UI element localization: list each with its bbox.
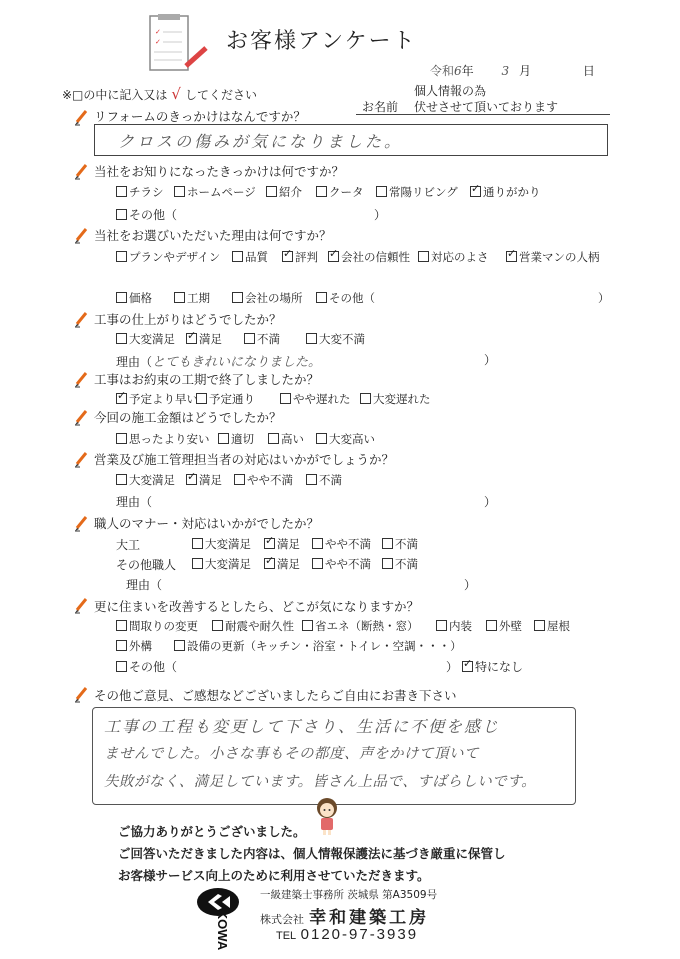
day-unit: 日: [582, 64, 595, 78]
checkbox[interactable]: [316, 186, 327, 197]
checkbox[interactable]: [306, 333, 317, 344]
checkbox[interactable]: [382, 558, 393, 569]
instruction: [62, 85, 257, 103]
privacy-notice-1: ご回答いただきました内容は、個人情報保護法に基づき厳重に保管し: [118, 846, 506, 861]
option-label: やや不満: [325, 537, 371, 551]
checkbox[interactable]: [192, 558, 203, 569]
option-label: 品質: [245, 250, 268, 264]
instruction-post: してください: [184, 88, 257, 102]
option-label: やや不満: [247, 473, 293, 487]
q8-question: 職人のマナー・対応はいかがでしたか？: [94, 516, 320, 531]
checkbox[interactable]: [244, 333, 255, 344]
checkbox[interactable]: [174, 292, 185, 303]
q6-option[interactable]: [316, 431, 375, 447]
checkbox[interactable]: [316, 292, 327, 303]
checkbox[interactable]: [360, 393, 371, 404]
checkbox[interactable]: [234, 474, 245, 485]
check-mark-icon: √: [171, 85, 181, 103]
checkbox[interactable]: [116, 661, 127, 672]
option-label: 内装: [449, 619, 472, 633]
instruction-pre: ※□の中に記入又は: [62, 88, 168, 102]
pencil-icon: [74, 370, 88, 388]
q9-option[interactable]: [174, 638, 462, 654]
option-label: 満足: [199, 473, 222, 487]
q5-option[interactable]: [196, 391, 255, 407]
pencil-icon: [74, 596, 88, 614]
checkbox[interactable]: [116, 640, 127, 651]
girl-illustration: [312, 796, 342, 836]
checkbox[interactable]: [218, 433, 229, 444]
q7-option[interactable]: [116, 472, 175, 488]
q7-reason: 理由（: [116, 495, 153, 509]
checkbox[interactable]: [116, 251, 127, 262]
q6-option[interactable]: [218, 431, 254, 447]
q9-none[interactable]: [462, 658, 523, 675]
company-prefix: 株式会社: [260, 913, 304, 926]
option-label: 紹介: [279, 185, 302, 199]
q3-option[interactable]: [116, 249, 220, 265]
q10-answer-line: 失敗がなく、満足しています。皆さん上品で、すばらしいです。: [104, 774, 537, 790]
option-label: 外壁: [499, 619, 522, 633]
q7-option[interactable]: [306, 472, 342, 488]
svg-text:✓: ✓: [155, 28, 161, 36]
checkbox[interactable]: [116, 333, 127, 344]
checkbox[interactable]: [116, 433, 127, 444]
checkbox-checked[interactable]: [462, 661, 473, 672]
option-label: 大変満足: [205, 537, 251, 551]
option-label: 思ったより安い: [129, 432, 210, 446]
option-label: ホームページ: [187, 185, 256, 199]
checkbox[interactable]: [116, 620, 127, 631]
q3-option[interactable]: [282, 249, 318, 265]
month-value: 3: [501, 64, 510, 78]
checkbox-checked[interactable]: [506, 251, 517, 262]
option-label: 大変満足: [205, 557, 251, 571]
option-label: 大変満足: [129, 473, 175, 487]
q9-question: 更に住まいを改善するとしたら、どこが気になりますか？: [94, 599, 420, 614]
svg-text:✓: ✓: [155, 38, 161, 46]
option-label: 常陽リビング: [389, 185, 458, 199]
pencil-icon: [74, 310, 88, 328]
option-label: 営業マンの人柄: [519, 250, 600, 264]
q4-option[interactable]: [116, 331, 175, 347]
q6-question: 今回の施工金額はどうでしたか？: [94, 410, 282, 425]
pencil-icon: [74, 408, 88, 426]
month-unit: 月: [518, 64, 531, 78]
q4-reason-answer: とてもきれいになりました。: [152, 355, 322, 370]
none-label: 特になし: [475, 660, 524, 674]
checkbox[interactable]: [192, 538, 203, 549]
q9-option[interactable]: [436, 618, 472, 634]
tel-line: [276, 926, 418, 944]
q9-other: [116, 658, 177, 675]
checkbox[interactable]: [382, 538, 393, 549]
q9-other-close: ）: [446, 660, 459, 674]
option-label: 会社の信頼性: [341, 250, 410, 264]
q5-option[interactable]: [360, 391, 431, 407]
checkbox-checked[interactable]: [116, 393, 127, 404]
q9-option[interactable]: [116, 638, 152, 654]
date-line: [430, 62, 595, 79]
tel-number: 0120-97-3939: [300, 926, 419, 943]
q9-option[interactable]: [302, 618, 419, 634]
option-label: その他（: [329, 291, 375, 305]
option-label: 評判: [295, 250, 318, 264]
company-name-line: [260, 903, 429, 928]
other-label: その他（: [129, 660, 178, 674]
q3-option[interactable]: [174, 290, 210, 306]
checkbox-checked[interactable]: [470, 186, 481, 197]
company-name: 幸和建築工房: [309, 908, 430, 928]
q2-option[interactable]: [116, 184, 164, 200]
checkbox[interactable]: [280, 393, 291, 404]
q7-reason-close: ）: [484, 495, 497, 509]
option-label: 省エネ（断熱・窓）: [315, 619, 419, 633]
option-label: 工期: [187, 291, 210, 305]
q4-reason: [116, 351, 321, 370]
q8-reason: 理由（: [126, 578, 163, 592]
checkbox[interactable]: [312, 538, 323, 549]
checkbox[interactable]: [196, 393, 207, 404]
pencil-icon: [74, 108, 88, 126]
q2-option[interactable]: [316, 184, 364, 200]
q7-question: 営業及び施工管理担当者の対応はいかがでしょうか？: [94, 452, 395, 467]
q2-option[interactable]: [174, 184, 256, 200]
checkbox[interactable]: [232, 251, 243, 262]
other-label: その他（: [129, 208, 178, 222]
q7-option[interactable]: [234, 472, 293, 488]
q9-option[interactable]: [534, 618, 570, 634]
q8-option[interactable]: [192, 556, 251, 572]
option-label: 価格: [129, 291, 152, 305]
q5-question: 工事はお約束の工期で終了しましたか？: [94, 372, 320, 387]
pencil-icon: [74, 450, 88, 468]
q3-option[interactable]: [232, 249, 268, 265]
option-label: クータ: [329, 185, 364, 199]
q10-question: その他ご意見、ご感想などございましたらご自由にお書き下さい: [94, 688, 457, 703]
checkbox[interactable]: [486, 620, 497, 631]
checkbox[interactable]: [212, 620, 223, 631]
option-label: 満足: [199, 332, 222, 346]
q6-option[interactable]: [116, 431, 210, 447]
year-value: 6: [454, 64, 462, 78]
q4-option[interactable]: [306, 331, 365, 347]
pencil-icon: [74, 514, 88, 532]
option-label: 間取りの変更: [129, 619, 198, 633]
tel-label: TEL: [276, 930, 297, 942]
q2-option[interactable]: [376, 184, 458, 200]
checkbox[interactable]: [268, 433, 279, 444]
reason-label: 理由（: [116, 355, 153, 369]
thanks-text: ご協力ありがとうございました。: [118, 824, 306, 839]
q8-option[interactable]: [382, 536, 418, 552]
q8-option[interactable]: [312, 556, 371, 572]
checkbox[interactable]: [116, 186, 127, 197]
q8-row1-label: 大工: [116, 538, 141, 552]
option-label: 大変遅れた: [373, 392, 431, 406]
option-label: 不満: [319, 473, 342, 487]
clipboard-icon: [148, 14, 192, 70]
q3-option[interactable]: [232, 290, 303, 306]
checkbox-checked[interactable]: [264, 538, 275, 549]
checkbox[interactable]: [436, 620, 447, 631]
q7-option[interactable]: [186, 472, 222, 488]
logo-text: KOWA: [215, 909, 230, 951]
q3-other-close: ）: [598, 291, 610, 305]
name-underline: [356, 114, 610, 115]
q4-option[interactable]: [244, 331, 280, 347]
company-logo: [192, 886, 244, 952]
q9-option[interactable]: [116, 618, 198, 634]
checkbox[interactable]: [316, 433, 327, 444]
q8-reason-close: ）: [464, 578, 477, 592]
option-label: やや遅れた: [293, 392, 351, 406]
option-label: 不満: [395, 537, 418, 551]
checkbox-checked[interactable]: [264, 558, 275, 569]
option-label: 通りがかり: [483, 185, 541, 199]
q6-option[interactable]: [268, 431, 304, 447]
checkbox[interactable]: [302, 620, 313, 631]
checkbox-checked[interactable]: [186, 474, 197, 485]
q3-option[interactable]: [418, 249, 489, 265]
option-label: チラシ: [129, 185, 164, 199]
name-label: お名前: [362, 100, 399, 114]
pencil-icon: [74, 226, 88, 244]
q5-option[interactable]: [116, 391, 198, 407]
option-label: 大変高い: [329, 432, 375, 446]
pencil-icon: [74, 162, 88, 180]
option-label: 屋根: [547, 619, 570, 633]
q4-reason-close: ）: [484, 353, 497, 367]
option-label: 適切: [231, 432, 254, 446]
checkbox[interactable]: [174, 640, 185, 651]
q8-option[interactable]: [264, 556, 300, 572]
option-label: 満足: [277, 557, 300, 571]
option-label: 予定通り: [209, 392, 255, 406]
q3-option[interactable]: [506, 249, 600, 265]
option-label: 満足: [277, 537, 300, 551]
q8-option[interactable]: [264, 536, 300, 552]
q9-option[interactable]: [212, 618, 294, 634]
checkbox[interactable]: [232, 292, 243, 303]
q8-option[interactable]: [312, 536, 371, 552]
privacy-notice-2: お客様サービス向上のために利用させていただきます。: [118, 868, 430, 883]
q10-answer-line: ませんでした。小さな事もその都度、声をかけて頂いて: [104, 746, 479, 762]
checkbox-checked[interactable]: [328, 251, 339, 262]
option-label: プランやデザイン: [129, 250, 221, 264]
q3-option[interactable]: [328, 249, 410, 265]
option-label: やや不満: [325, 557, 371, 571]
option-label: 大変満足: [129, 332, 175, 346]
checkbox[interactable]: [116, 474, 127, 485]
checkbox[interactable]: [266, 186, 277, 197]
option-label: 予定より早い: [129, 392, 198, 406]
checkbox[interactable]: [312, 558, 323, 569]
q2-other-close: ）: [374, 208, 387, 222]
q4-option[interactable]: [186, 331, 222, 347]
option-label: 会社の場所: [245, 291, 303, 305]
q2-option[interactable]: [266, 184, 302, 200]
checkbox[interactable]: [116, 292, 127, 303]
year-unit: 年: [461, 64, 474, 78]
q3-question: 当社をお選びいただいた理由は何ですか？: [94, 228, 332, 243]
q3-option[interactable]: [316, 290, 375, 306]
checkbox[interactable]: [306, 474, 317, 485]
option-label: 対応のよさ: [431, 250, 489, 264]
era: 令和: [430, 64, 455, 78]
checkbox[interactable]: [376, 186, 387, 197]
privacy-line-1: 個人情報の為: [414, 84, 487, 98]
q8-option[interactable]: [192, 536, 251, 552]
option-label: 不満: [257, 332, 280, 346]
survey-title: お客様アンケート: [226, 29, 417, 54]
privacy-line-2: 伏せさせて頂いております: [414, 100, 559, 114]
q5-option[interactable]: [280, 391, 351, 407]
checkbox-checked[interactable]: [282, 251, 293, 262]
q10-answer-line: 工事の工程も変更して下さり、生活に不便を感じ: [104, 717, 501, 736]
pencil-icon: [74, 685, 88, 703]
option-label: 高い: [281, 432, 304, 446]
q3-option[interactable]: [116, 290, 152, 306]
q2-question: 当社をお知りになったきっかけは何ですか？: [94, 164, 345, 179]
q2-option[interactable]: [470, 184, 541, 200]
checkbox[interactable]: [174, 186, 185, 197]
q1-answer: クロスの傷みが気になりました。: [118, 132, 404, 151]
checkbox[interactable]: [534, 620, 545, 631]
q8-row2-label: その他職人: [116, 558, 177, 572]
q2-other: [116, 206, 177, 223]
checkbox[interactable]: [418, 251, 429, 262]
checkbox-checked[interactable]: [186, 333, 197, 344]
license-text: 一級建築士事務所 茨城県 第A3509号: [260, 889, 438, 901]
checkbox[interactable]: [116, 209, 127, 220]
option-label: 不満: [395, 557, 418, 571]
option-label: 耐震や耐久性: [225, 619, 294, 633]
option-label: 大変不満: [319, 332, 365, 346]
q9-option[interactable]: [486, 618, 522, 634]
option-label: 外構: [129, 639, 152, 653]
q8-option[interactable]: [382, 556, 418, 572]
q4-question: 工事の仕上がりはどうでしたか？: [94, 312, 282, 327]
option-label: 設備の更新（キッチン・浴室・トイレ・空調・・・）: [187, 639, 462, 653]
q1-question: リフォームのきっかけはなんですか？: [94, 109, 306, 124]
